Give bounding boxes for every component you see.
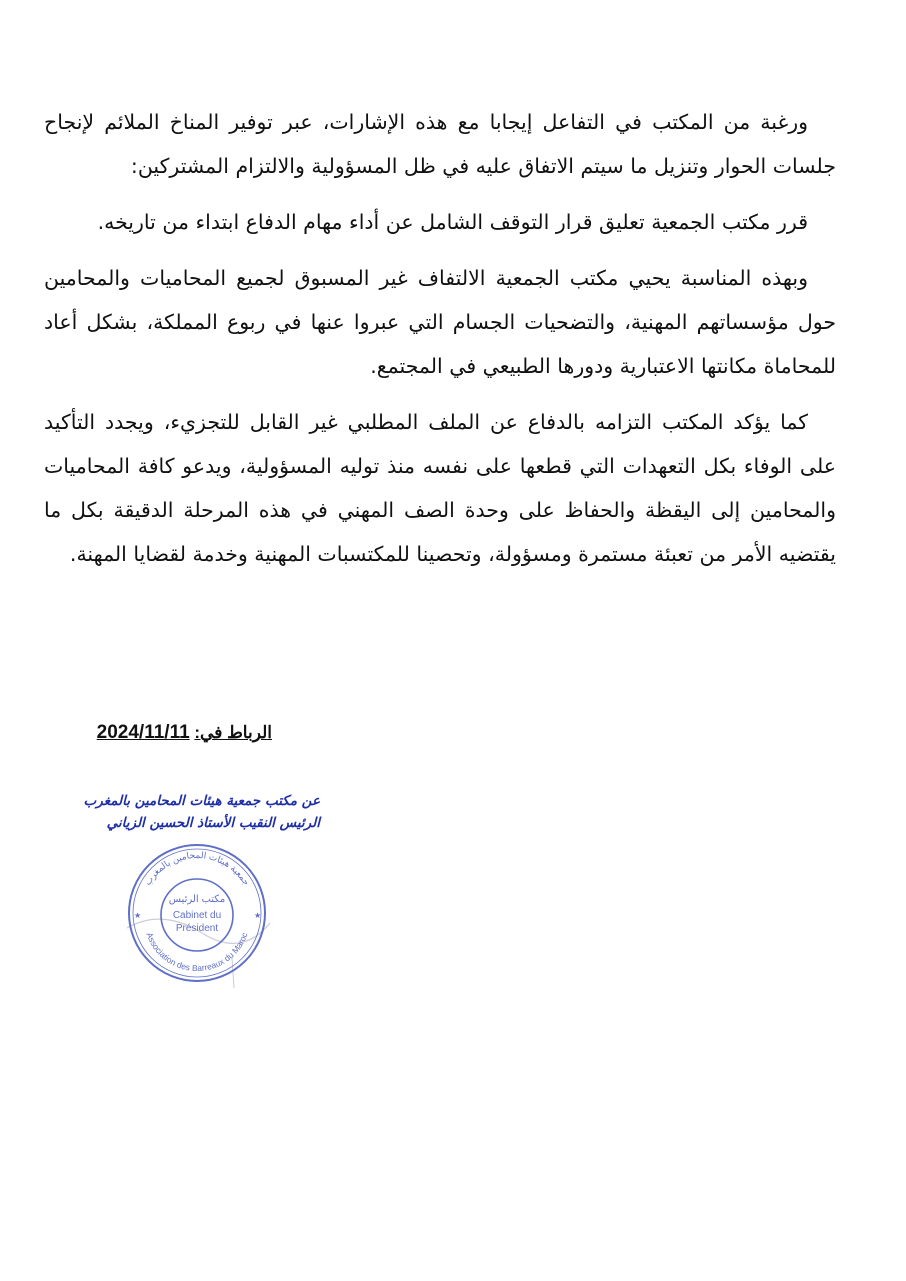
paragraph-commitment: كما يؤكد المكتب التزامه بالدفاع عن الملف المطلبي غير القابل للتجزيء، ويجدد التأكيد على الوفاء بكل التعهدات التي قطعها على نفسه منذ توليه المسؤولية، ويدعو كافة المحاميات والمحامين إلى اليقظة والحفاظ على وحدة الصف المهني في هذه المرحلة الدقيقة بكل ما يقتضيه الأمر من تعبئة مستمرة ومسؤولة، وتحصينا للمكتسبات المهنية وخدمة لقضايا المهنة.: [44, 410, 836, 566]
letter-body: [44, 100, 836, 588]
date-line: [60, 722, 272, 744]
svg-text:★: ★: [254, 911, 262, 920]
date-value: 2024/11/11: [96, 722, 190, 743]
svg-text:Président: Président: [175, 923, 219, 934]
signature-president: الرئيس النقيب الأستاذ الحسين الزياني: [106, 815, 320, 831]
svg-text:مكتب الرئيس: مكتب الرئيس: [168, 894, 226, 905]
date-label: الرباط في:: [194, 723, 272, 742]
signature-organization: عن مكتب جمعية هيئات المحامين بالمغرب: [83, 793, 320, 809]
svg-text:Association des Barreaux du Ma: Association des Barreaux du Maroc: [144, 930, 250, 974]
svg-text:جمعية هيئات المحامين بالمغرب: جمعية هيئات المحامين بالمغرب: [142, 849, 252, 888]
signature-block: [50, 790, 320, 834]
paragraph-intro: ورغبة من المكتب في التفاعل إيجابا مع هذه الإشارات، عبر توفير المناخ الملائم لإنجاح جلسات الحوار وتنزيل ما سيتم الاتفاق عليه في ظل المسؤولية والالتزام المشتركين:: [44, 110, 836, 178]
official-stamp-icon: [122, 838, 272, 988]
svg-text:Cabinet du: Cabinet du: [172, 910, 222, 921]
paragraph-appreciation: وبهذه المناسبة يحيي مكتب الجمعية الالتفاف غير المسبوق لجميع المحاميات والمحامين حول مؤسساتهم المهنية، والتضحيات الجسام التي عبروا عنها في ربوع المملكة، بشكل أعاد للمحاماة مكانتها الاعتبارية ودورها الطبيعي في المجتمع.: [44, 266, 836, 378]
svg-text:★: ★: [134, 911, 142, 920]
paragraph-decision: قرر مكتب الجمعية تعليق قرار التوقف الشامل عن أداء مهام الدفاع ابتداء من تاريخه.: [97, 210, 808, 234]
